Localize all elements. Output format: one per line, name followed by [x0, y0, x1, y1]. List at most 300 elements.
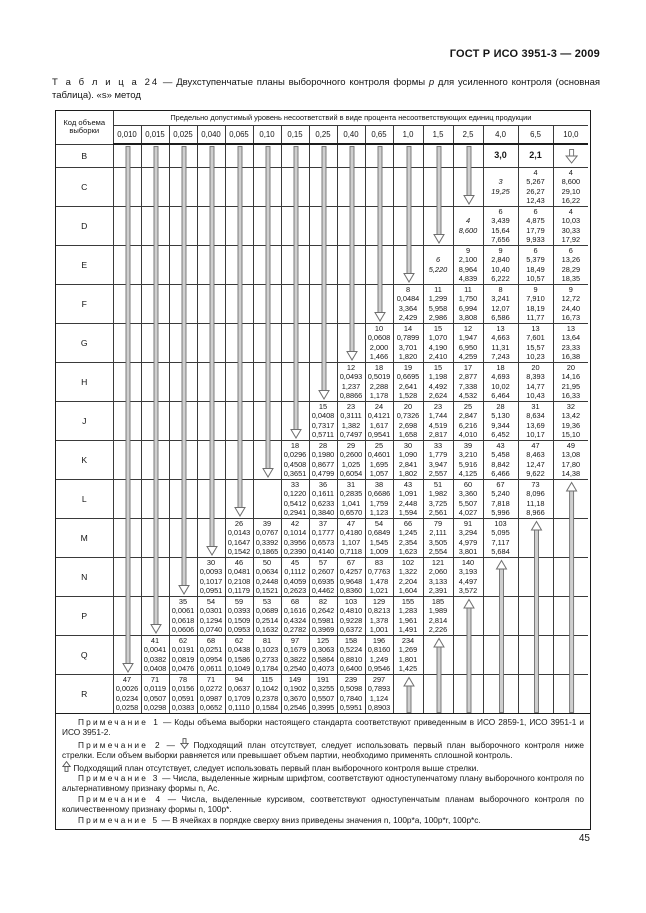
plan-value: 1,466	[369, 351, 389, 361]
plan-value: 4,519	[428, 420, 448, 430]
plan-value: 0,0484	[396, 294, 420, 304]
plan-value: 1,658	[398, 429, 418, 439]
plan-value: 30	[206, 557, 216, 567]
plan-value: 0,2782	[283, 624, 307, 634]
plan-value: 1,759	[369, 498, 389, 508]
plan-value: 0,2941	[283, 507, 307, 517]
plan-value: 0,4257	[339, 567, 363, 577]
note-label: Примечание 4	[78, 793, 163, 804]
plan-cell	[169, 557, 197, 596]
plan-value: 79	[433, 518, 443, 528]
plan-cell	[113, 557, 141, 596]
plan-value: 68	[290, 596, 300, 606]
plan-value: 14,16	[561, 372, 581, 382]
plan-value: 54	[374, 518, 384, 528]
plan-value: 0,1042	[255, 684, 279, 694]
plan-value: 6	[533, 206, 538, 216]
plan-cell	[518, 674, 553, 713]
plan-value: 2,840	[491, 255, 510, 265]
plan-value: 21,95	[561, 381, 581, 391]
plan-cell	[141, 635, 169, 674]
plan-cell	[423, 635, 453, 674]
plan-value: 0,6849	[367, 528, 391, 538]
plan-value: 3,572	[458, 585, 478, 595]
plan-value: 0,0987	[199, 693, 223, 703]
plan-value: 23	[433, 401, 443, 411]
plan-value: 60	[463, 479, 473, 489]
plan-value: 23	[346, 401, 356, 411]
plan-cell	[169, 362, 197, 401]
plan-cell	[225, 206, 253, 245]
plan-value: 20	[403, 401, 413, 411]
plan-value: 26,27	[526, 186, 545, 196]
plan-cell	[141, 596, 169, 635]
plan-value: 7,338	[458, 381, 478, 391]
plan-cell	[365, 167, 393, 206]
plan-value: 7,818	[491, 498, 510, 508]
plan-value: 2,554	[428, 546, 448, 556]
plan-value: 2,000	[369, 342, 389, 352]
plan-cell	[253, 518, 281, 557]
plan-value: 25	[463, 401, 473, 411]
plan-value: 155	[401, 596, 415, 606]
plan-cell	[281, 674, 309, 713]
plan-cell	[423, 518, 453, 557]
plan-value: 2,448	[398, 498, 418, 508]
plan-value: 14	[403, 323, 413, 333]
plan-value: 0,1865	[255, 546, 279, 556]
note: Примечание 1 — Коды объема выборки настоящего стандарта соответствуют приведенным в ИСО 2859-1, ИСО 3951-1 и ИСО 3951-2.	[62, 717, 584, 738]
note: Подходящий план отсутствует, следует использовать первый план выборочного контроля выше стрелки.	[62, 761, 584, 773]
plan-value: 23,33	[561, 342, 581, 352]
plan-cell	[518, 167, 553, 206]
plan-value: 0,7326	[396, 411, 420, 421]
plan-cell	[365, 284, 393, 323]
table-row	[56, 674, 588, 713]
plan-value: 49	[566, 440, 575, 450]
plan-value: 0,1647	[227, 537, 251, 547]
plan-value: 0,2733	[255, 654, 279, 664]
plan-value: 185	[431, 596, 445, 606]
plan-value: 1,378	[369, 615, 389, 625]
plan-cell	[393, 674, 423, 713]
plan-cell	[393, 557, 423, 596]
plan-cell	[337, 518, 365, 557]
plan-value: 4,532	[458, 390, 478, 400]
plan-cell	[423, 674, 453, 713]
plan-cell	[281, 401, 309, 440]
plan-cell	[225, 596, 253, 635]
plan-cell	[113, 167, 141, 206]
plan-cell	[518, 284, 553, 323]
plan-cell	[483, 557, 518, 596]
plan-value: 9	[533, 284, 538, 294]
plan-value: 0,1023	[255, 645, 279, 655]
plan-value: 0,4601	[367, 450, 391, 460]
plan-value: 0,1110	[228, 703, 250, 713]
plan-value: 0,1611	[311, 489, 335, 499]
plan-value: 6,586	[491, 312, 510, 322]
plan-cell	[225, 557, 253, 596]
plan-value: 0,0234	[115, 693, 139, 703]
plan-value: 57	[318, 557, 328, 567]
plan-value: 3,133	[428, 576, 448, 586]
plan-value: 3,0	[494, 150, 507, 161]
plan-value: 0,7118	[339, 546, 363, 556]
plan-cell	[365, 479, 393, 518]
plan-cell	[197, 206, 225, 245]
plan-value: 2,226	[428, 624, 448, 634]
plan-cell	[197, 167, 225, 206]
plan-value: 0,3111	[340, 411, 362, 421]
plan-value: 47	[122, 675, 132, 685]
aql-column-header: 0,10	[253, 126, 281, 145]
plan-cell	[197, 596, 225, 635]
plan-cell	[393, 144, 423, 167]
plan-cell	[553, 440, 588, 479]
plan-cell	[141, 206, 169, 245]
plan-value: 2,391	[428, 585, 448, 595]
plan-value: 1,107	[341, 537, 361, 547]
plan-value: 0,0393	[227, 606, 251, 616]
plan-cell	[225, 440, 253, 479]
plan-cell	[197, 144, 225, 167]
plan-value: 7,243	[491, 351, 510, 361]
plan-value: 24	[374, 401, 384, 411]
plan-value: 0,1112	[284, 567, 306, 577]
plan-value: 158	[344, 635, 358, 645]
plan-cell	[365, 401, 393, 440]
plan-value: 47	[531, 440, 540, 450]
plan-cell	[423, 362, 453, 401]
plan-cell	[553, 674, 588, 713]
plan-value: 1,744	[428, 411, 448, 421]
plan-value: 0,0296	[283, 450, 307, 460]
plan-cell	[483, 206, 518, 245]
plan-value: 0,0637	[227, 684, 251, 694]
plan-value: 2,847	[458, 411, 478, 421]
plan-cell	[309, 323, 337, 362]
plan-value: 33	[290, 479, 300, 489]
plan-cell	[253, 245, 281, 284]
plan-cell	[141, 674, 169, 713]
plan-cell	[169, 245, 197, 284]
plan-value: 16,73	[561, 312, 581, 322]
plan-value: 8,964	[458, 264, 478, 274]
plan-value: 71	[206, 675, 216, 685]
plan-value: 53	[262, 596, 272, 606]
plan-cell	[113, 144, 141, 167]
plan-value: 0,1220	[283, 489, 307, 499]
plan-value: 39	[463, 440, 473, 450]
plan-cell	[169, 518, 197, 557]
plan-cell	[337, 144, 365, 167]
aql-column-header: 10,0	[553, 126, 588, 145]
plan-cell	[281, 206, 309, 245]
plan-value: 0,2642	[311, 606, 335, 616]
plan-value: 4,839	[458, 273, 478, 283]
plan-cell	[483, 323, 518, 362]
plan-value: 0,5507	[311, 693, 335, 703]
plan-value: 0,0951	[199, 585, 223, 595]
plan-value: 3,439	[491, 216, 510, 226]
plan-cell	[281, 144, 309, 167]
plan-value: 2,877	[458, 372, 478, 382]
plan-value: 4	[568, 206, 573, 216]
plan-value: 17,92	[561, 234, 581, 244]
plan-value: 0,0606	[171, 624, 195, 634]
plan-value: 0,5224	[339, 645, 363, 655]
plan-value: 0,0382	[143, 654, 167, 664]
plan-cell	[113, 206, 141, 245]
plan-value: 0,2390	[283, 546, 307, 556]
table-row	[56, 401, 588, 440]
plan-value: 3,364	[398, 303, 418, 313]
plan-cell	[337, 674, 365, 713]
plan-value: 0,2600	[339, 450, 363, 460]
plan-cell	[169, 206, 197, 245]
plan-value: 1,299	[428, 294, 448, 304]
plan-value: 0,0272	[199, 684, 223, 694]
plan-value: 4	[465, 216, 471, 226]
plan-value: 97	[290, 635, 300, 645]
table-caption-p: p	[428, 77, 435, 88]
plan-value: 0,4140	[311, 546, 335, 556]
plan-value: 10,23	[526, 351, 545, 361]
plan-value: 0,1509	[227, 615, 251, 625]
plan-value: 102	[401, 557, 415, 567]
plan-cell	[309, 518, 337, 557]
plan-value: 13,42	[561, 411, 581, 421]
plan-value: 0,1294	[199, 615, 223, 625]
plan-cell	[253, 635, 281, 674]
plan-cell	[337, 479, 365, 518]
plan-cell	[337, 401, 365, 440]
plan-cell	[553, 596, 588, 635]
plan-value: 9,622	[526, 468, 545, 478]
plan-value: 2,1	[529, 150, 542, 161]
plan-cell	[337, 440, 365, 479]
plan-value: 0,8677	[311, 459, 335, 469]
plan-value: 0,9541	[367, 429, 391, 439]
plan-cell	[423, 167, 453, 206]
plan-cell	[197, 557, 225, 596]
plan-value: 0,4073	[311, 663, 335, 673]
plan-cell	[253, 440, 281, 479]
plan-value: 8,842	[491, 459, 510, 469]
plan-value: 14,38	[561, 468, 581, 478]
plan-value: 1,124	[369, 693, 389, 703]
plan-value: 0,3651	[283, 468, 307, 478]
plan-value: 149	[288, 675, 302, 685]
plan-cell	[197, 245, 225, 284]
plan-cell	[453, 635, 483, 674]
plan-cell	[309, 440, 337, 479]
plan-value: 2,986	[428, 312, 448, 322]
plan-value: 28,29	[561, 264, 581, 274]
plan-value: 0,1902	[283, 684, 307, 694]
plan-cell	[309, 167, 337, 206]
plan-cell	[453, 323, 483, 362]
plan-value: 0,6686	[367, 489, 391, 499]
plan-value: 10	[374, 323, 384, 333]
plan-value: 0,5864	[311, 654, 335, 664]
plan-value: 0,1049	[227, 663, 251, 673]
aql-column-header: 0,015	[141, 126, 169, 145]
plan-value: 2,060	[428, 567, 448, 577]
sample-size-code: D	[56, 206, 113, 245]
plan-value: 0,0591	[171, 693, 195, 703]
plan-value: 0,2835	[339, 489, 363, 499]
plan-value: 0,0093	[199, 567, 223, 577]
plan-cell	[113, 245, 141, 284]
plan-value: 1,123	[369, 507, 389, 517]
plan-value: 5,130	[491, 411, 510, 421]
plan-value: 11,31	[491, 342, 510, 352]
plan-value: 12	[463, 323, 473, 333]
plan-value: 32	[566, 401, 575, 411]
plan-value: 35	[178, 596, 188, 606]
plan-cell	[225, 144, 253, 167]
plan-cell	[225, 167, 253, 206]
plan-value: 8,463	[526, 450, 545, 460]
plan-cell	[453, 167, 483, 206]
standard-reference: ГОСТ Р ИСО 3951-3 — 2009	[449, 48, 600, 60]
plan-cell	[483, 635, 518, 674]
plan-value: 0,0618	[171, 615, 195, 625]
table-row	[56, 167, 588, 206]
plan-value: 0,0408	[311, 411, 335, 421]
plan-value: 0,1014	[283, 528, 307, 538]
plan-value: 0,0301	[199, 606, 223, 616]
plan-value: 26	[234, 518, 244, 528]
plan-value: 0,6233	[311, 498, 335, 508]
table-row	[56, 284, 588, 323]
plan-cell	[337, 323, 365, 362]
table-caption-text-2: для усиленного контроля (основная таблица). «s» метод	[52, 77, 600, 101]
plan-cell	[253, 362, 281, 401]
plan-cell	[553, 206, 588, 245]
plan-cell	[253, 167, 281, 206]
plan-value: 5,958	[428, 303, 448, 313]
plan-cell	[423, 401, 453, 440]
plan-cell	[253, 284, 281, 323]
plan-value: 4,259	[458, 351, 478, 361]
plan-cell	[483, 401, 518, 440]
plan-value: 14,77	[526, 381, 545, 391]
plan-value: 0,0156	[171, 684, 195, 694]
plan-cell	[483, 245, 518, 284]
plan-value: 0,7497	[339, 429, 363, 439]
plan-value: 0,0689	[255, 606, 279, 616]
plan-value: 8,600	[458, 225, 478, 235]
sampling-plan-table	[56, 111, 588, 713]
plan-value: 0,9228	[339, 615, 363, 625]
plan-value: 0,3063	[311, 645, 335, 655]
down-arrow-icon	[180, 738, 189, 749]
plan-cell	[169, 144, 197, 167]
plan-value: 42	[290, 518, 300, 528]
plan-value: 43	[403, 479, 413, 489]
plan-value: 1,801	[398, 654, 418, 664]
plan-cell	[309, 206, 337, 245]
notes-section	[56, 713, 590, 829]
plan-cell	[225, 245, 253, 284]
plan-value: 4,979	[458, 537, 478, 547]
plan-value: 73	[531, 479, 540, 489]
plan-value: 5,684	[491, 546, 510, 556]
plan-value: 1,245	[398, 528, 418, 538]
plan-value: 0,0819	[171, 654, 195, 664]
plan-cell	[141, 284, 169, 323]
plan-value: 0,0953	[227, 624, 251, 634]
plan-value: 6	[435, 255, 441, 265]
plan-cell	[169, 401, 197, 440]
plan-value: 3,193	[458, 567, 478, 577]
plan-cell	[518, 362, 553, 401]
plan-value: 4	[533, 167, 538, 177]
plan-value: 1,382	[341, 420, 361, 430]
plan-value: 5,458	[491, 450, 510, 460]
sample-size-code: L	[56, 479, 113, 518]
plan-value: 15	[433, 323, 443, 333]
table-row	[56, 323, 588, 362]
plan-value: 5,267	[526, 177, 545, 187]
plan-value: 0,1616	[283, 606, 307, 616]
plan-cell	[553, 284, 588, 323]
plan-cell	[453, 518, 483, 557]
corner-header: Код объема выборки	[56, 111, 113, 144]
plan-cell	[309, 596, 337, 635]
plan-cell	[518, 596, 553, 635]
plan-value: 39	[262, 518, 272, 528]
plan-cell	[113, 479, 141, 518]
plan-value: 4,492	[428, 381, 448, 391]
table-caption-label: Т а б л и ц а 24	[52, 77, 160, 88]
plan-cell	[141, 557, 169, 596]
plan-value: 0,3969	[311, 624, 335, 634]
plan-cell	[309, 362, 337, 401]
plan-value: 45	[290, 557, 300, 567]
plan-value: 1,528	[398, 390, 418, 400]
plan-value: 121	[431, 557, 445, 567]
plan-value: 0,6372	[339, 624, 363, 634]
plan-value: 3,241	[491, 294, 510, 304]
plan-value: 0,0143	[227, 528, 251, 538]
plan-cell	[169, 440, 197, 479]
plan-cell	[423, 206, 453, 245]
plan-value: 0,8866	[339, 390, 363, 400]
plan-value: 5,507	[458, 498, 478, 508]
plan-value: 1,947	[458, 333, 478, 343]
plan-value: 19,36	[561, 420, 581, 430]
plan-value: 91	[463, 518, 473, 528]
aql-column-header: 0,65	[365, 126, 393, 145]
plan-value: 0,0298	[143, 703, 167, 713]
plan-value: 1,057	[369, 468, 389, 478]
plan-cell	[483, 596, 518, 635]
plan-cell	[169, 635, 197, 674]
note: Примечание 5 — В ячейках в порядке сверху вниз приведены значения n, 100p*a, 100p*r, 100p*c.	[78, 814, 481, 825]
note-label: Примечание 2	[78, 739, 162, 750]
plan-cell	[365, 518, 393, 557]
plan-value: 0,3392	[255, 537, 279, 547]
plan-value: 140	[461, 557, 475, 567]
plan-value: 0,3956	[283, 537, 307, 547]
plan-value: 196	[372, 635, 386, 645]
plan-value: 47	[346, 518, 356, 528]
plan-value: 8,393	[526, 372, 545, 382]
